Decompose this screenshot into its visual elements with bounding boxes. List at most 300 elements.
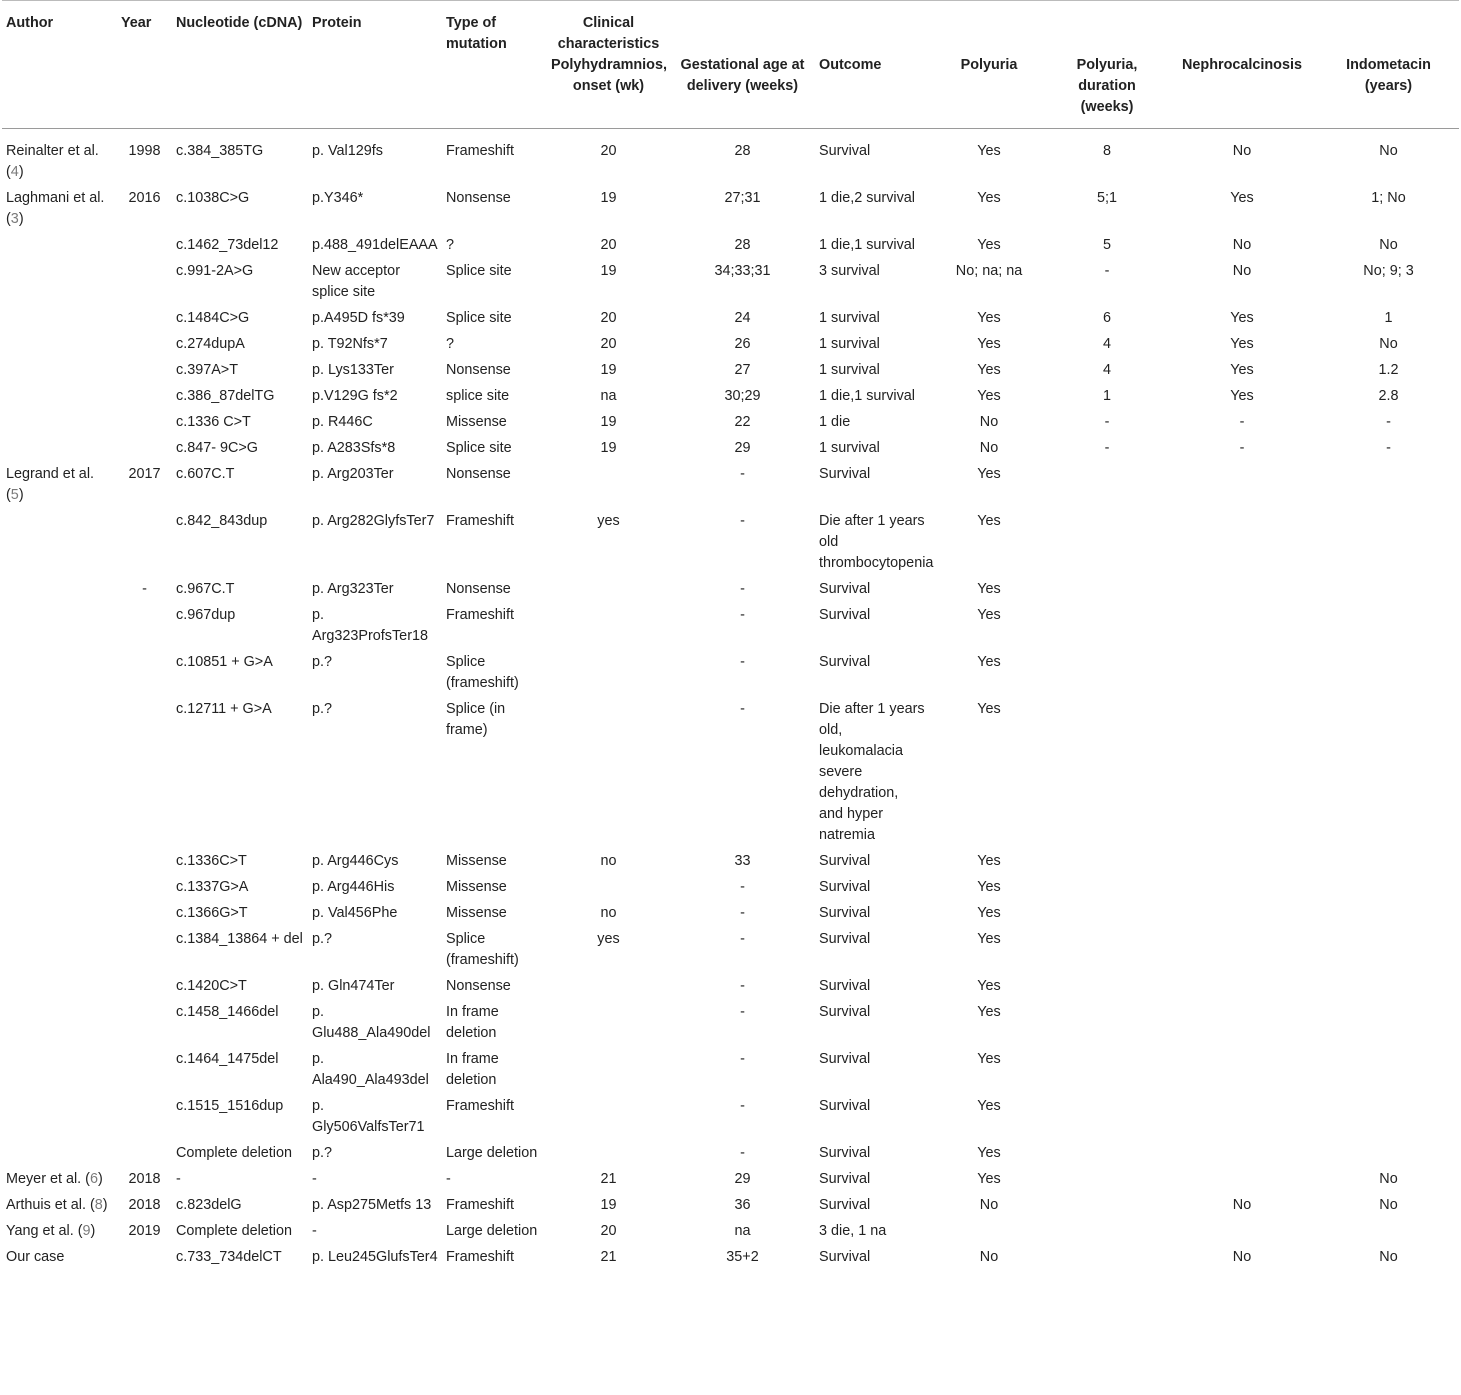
cell-protein: p. Arg446Cys — [312, 853, 399, 869]
cell-polyuria-duration — [1048, 927, 1166, 974]
table-row — [2, 332, 1459, 358]
cell-nucleotide: c.1464_1475del — [176, 1051, 279, 1067]
cell-mutation-type: ? — [446, 336, 455, 352]
cell-polyhydramnios-onset: 19 — [600, 263, 617, 279]
cell-nucleotide: c.733_734delCT — [176, 1249, 282, 1265]
cell-polyuria: Yes — [977, 1004, 1001, 1020]
cell-mutation-type: Nonsense — [446, 466, 511, 482]
cell-nucleotide: c.842_843dup — [176, 513, 268, 529]
reference-link[interactable]: 5 — [10, 487, 19, 503]
cell-mutation-type: Frameshift — [446, 1098, 514, 1114]
cell-polyhydramnios-onset — [547, 650, 670, 697]
cell-outcome: Survival — [819, 1051, 871, 1067]
cell-author — [2, 1047, 117, 1094]
cell-mutation-type: ? — [446, 237, 455, 253]
cell-nephrocalcinosis — [1166, 650, 1318, 697]
cell-nephrocalcinosis: Yes — [1230, 388, 1254, 404]
cell-year — [117, 650, 172, 697]
cell-mutation-type: Missense — [446, 905, 507, 921]
cell-polyhydramnios-onset: no — [600, 905, 617, 921]
cell-author — [2, 875, 117, 901]
cell-year: 2018 — [128, 1197, 161, 1213]
cell-polyuria: Yes — [977, 879, 1001, 895]
cell-nephrocalcinosis — [1166, 697, 1318, 849]
cell-polyhydramnios-onset — [547, 1094, 670, 1141]
cell-mutation-type: Splice site — [446, 263, 512, 279]
cell-polyuria: Yes — [977, 1051, 1001, 1067]
cell-polyuria: Yes — [977, 513, 1001, 529]
cell-nucleotide: c.1462_73del12 — [176, 237, 279, 253]
cell-protein: p. Leu245GlufsTer4 — [312, 1249, 438, 1265]
reference-link[interactable]: 3 — [10, 211, 19, 227]
cell-protein: - — [312, 1171, 317, 1187]
header-empty-1 — [670, 1, 815, 55]
cell-outcome: Survival — [819, 853, 871, 869]
cell-polyhydramnios-onset — [547, 577, 670, 603]
cell-nucleotide: c.967C.T — [176, 581, 235, 597]
cell-gestational-age: - — [740, 466, 745, 482]
reference-link[interactable]: 4 — [10, 164, 19, 180]
cell-gestational-age: - — [740, 978, 745, 994]
cell-gestational-age: - — [740, 879, 745, 895]
cell-indometacin: No — [1379, 143, 1398, 159]
cell-polyhydramnios-onset: 21 — [600, 1249, 617, 1265]
cell-protein: p. T92Nfs*7 — [312, 336, 388, 352]
cell-indometacin — [1318, 875, 1459, 901]
table-row — [2, 901, 1459, 927]
cell-author — [2, 1193, 117, 1219]
header-empty-5 — [1166, 1, 1318, 55]
cell-nephrocalcinosis — [1166, 462, 1318, 509]
cell-mutation-type: Large deletion — [446, 1223, 538, 1239]
table-header — [2, 1, 1459, 129]
cell-nephrocalcinosis — [1166, 1000, 1318, 1047]
cell-protein: p.A495D fs*39 — [312, 310, 405, 326]
cell-outcome: Survival — [819, 581, 871, 597]
cell-gestational-age: 27;31 — [724, 190, 761, 206]
cell-polyhydramnios-onset: na — [600, 388, 617, 404]
cell-gestational-age: 29 — [734, 440, 751, 456]
cell-protein: p. Arg446His — [312, 879, 395, 895]
cell-gestational-age: - — [740, 607, 745, 623]
author-name: Meyer et al. ( — [6, 1171, 90, 1187]
header-clinical: Clinical characteristics — [557, 15, 660, 52]
cell-protein: p. A283Sfs*8 — [312, 440, 396, 456]
cell-protein: p. Val129fs — [312, 143, 383, 159]
cell-mutation-type: In frame deletion — [446, 1004, 499, 1041]
cell-protein: p. Lys133Ter — [312, 362, 394, 378]
cell-author — [2, 1000, 117, 1047]
cell-polyhydramnios-onset: 20 — [600, 237, 617, 253]
cell-author — [2, 233, 117, 259]
table-body — [2, 129, 1459, 1272]
cell-outcome: Survival — [819, 1098, 871, 1114]
cell-outcome: Survival — [819, 1197, 871, 1213]
cell-outcome: Die after 1 years old, leukomalacia severe dehydration, and hyper natremia — [819, 701, 925, 843]
cell-nephrocalcinosis — [1166, 577, 1318, 603]
reference-link[interactable]: 9 — [82, 1223, 91, 1239]
cell-year: 2017 — [128, 466, 161, 482]
cell-polyuria-duration — [1048, 974, 1166, 1000]
cell-mutation-type: Frameshift — [446, 607, 514, 623]
cell-year — [117, 509, 172, 577]
cell-author — [2, 1094, 117, 1141]
cell-nucleotide: c.1384_13864 + del — [176, 931, 303, 947]
cell-nephrocalcinosis — [1166, 603, 1318, 650]
cell-author — [2, 901, 117, 927]
cell-polyuria-duration — [1048, 1193, 1166, 1219]
cell-polyuria: Yes — [977, 978, 1001, 994]
header-polyuria: Polyuria — [960, 57, 1018, 73]
table-row — [2, 129, 1459, 187]
table-row — [2, 233, 1459, 259]
cell-nephrocalcinosis: Yes — [1230, 190, 1254, 206]
cell-nucleotide: c.607C.T — [176, 466, 235, 482]
cell-polyuria-duration — [1048, 1167, 1166, 1193]
cell-polyuria-duration: 1 — [1102, 388, 1111, 404]
cell-year — [117, 259, 172, 306]
cell-author — [2, 306, 117, 332]
table-row — [2, 650, 1459, 697]
cell-year — [117, 875, 172, 901]
mutation-table — [2, 1, 1459, 1271]
cell-polyuria: Yes — [977, 237, 1001, 253]
header-indometacin: Indometacin (years) — [1346, 57, 1431, 94]
cell-protein: p.? — [312, 701, 333, 717]
header-author: Author — [6, 15, 54, 31]
header-mutation-type: Type of mutation — [446, 15, 507, 52]
cell-gestational-age: - — [740, 905, 745, 921]
cell-polyuria: Yes — [977, 607, 1001, 623]
reference-link[interactable]: 8 — [94, 1197, 103, 1213]
table-row — [2, 577, 1459, 603]
table-row — [2, 186, 1459, 233]
cell-polyhydramnios-onset: 19 — [600, 362, 617, 378]
author-name: Laghmani et al. ( — [6, 190, 105, 227]
cell-indometacin: 2.8 — [1378, 388, 1399, 404]
cell-nephrocalcinosis: Yes — [1230, 336, 1254, 352]
cell-polyuria: Yes — [977, 905, 1001, 921]
table-row — [2, 974, 1459, 1000]
cell-indometacin: - — [1386, 414, 1391, 430]
cell-polyhydramnios-onset: 19 — [600, 440, 617, 456]
cell-nucleotide: c.1336C>T — [176, 853, 247, 869]
reference-close-paren: ) — [98, 1171, 103, 1187]
cell-mutation-type: Nonsense — [446, 190, 511, 206]
cell-polyhydramnios-onset: 21 — [600, 1171, 617, 1187]
cell-polyuria: Yes — [977, 310, 1001, 326]
cell-nucleotide: Complete deletion — [176, 1145, 292, 1161]
cell-nephrocalcinosis — [1166, 1094, 1318, 1141]
cell-indometacin — [1318, 974, 1459, 1000]
cell-outcome: Survival — [819, 1004, 871, 1020]
cell-polyuria: Yes — [977, 1145, 1001, 1161]
cell-polyhydramnios-onset: 20 — [600, 310, 617, 326]
reference-close-paren: ) — [90, 1223, 96, 1239]
cell-indometacin — [1318, 849, 1459, 875]
cell-author — [2, 577, 117, 603]
cell-protein: p.Y346* — [312, 190, 364, 206]
table-row — [2, 410, 1459, 436]
cell-gestational-age: 36 — [734, 1197, 751, 1213]
cell-nucleotide: c.1366G>T — [176, 905, 248, 921]
cell-outcome: Survival — [819, 607, 871, 623]
cell-nucleotide: c.967dup — [176, 607, 236, 623]
cell-author — [2, 603, 117, 650]
cell-indometacin: No — [1379, 237, 1398, 253]
cell-protein: p. Asp275Metfs 13 — [312, 1197, 432, 1213]
cell-mutation-type: splice site — [446, 388, 510, 404]
cell-indometacin: 1; No — [1371, 190, 1406, 206]
cell-mutation-type: Frameshift — [446, 513, 514, 529]
cell-polyuria-duration: - — [1104, 414, 1110, 430]
cell-polyuria: Yes — [977, 143, 1001, 159]
cell-mutation-type: In frame deletion — [446, 1051, 499, 1088]
cell-polyuria: Yes — [977, 581, 1001, 597]
cell-nephrocalcinosis: No — [1232, 1197, 1252, 1213]
cell-outcome: 1 die,1 survival — [819, 388, 915, 404]
cell-polyhydramnios-onset — [547, 1047, 670, 1094]
cell-nephrocalcinosis: No — [1232, 1249, 1252, 1265]
header-empty-4 — [1048, 1, 1166, 55]
cell-indometacin — [1318, 1000, 1459, 1047]
cell-nucleotide: - — [176, 1171, 181, 1187]
cell-nucleotide: c.1420C>T — [176, 978, 247, 994]
table-row — [2, 875, 1459, 901]
cell-nephrocalcinosis: - — [1239, 414, 1245, 430]
cell-nephrocalcinosis: - — [1239, 440, 1245, 456]
cell-year — [117, 306, 172, 332]
cell-nucleotide: c.384_385TG — [176, 143, 264, 159]
cell-mutation-type: Splice (frameshift) — [446, 931, 519, 968]
cell-indometacin — [1318, 927, 1459, 974]
cell-mutation-type: Missense — [446, 414, 507, 430]
cell-nucleotide: c.823delG — [176, 1197, 242, 1213]
cell-polyuria-duration — [1048, 1141, 1166, 1167]
cell-year — [117, 332, 172, 358]
cell-year — [117, 1094, 172, 1141]
cell-author — [2, 849, 117, 875]
cell-polyuria: Yes — [977, 362, 1001, 378]
cell-nephrocalcinosis: Yes — [1230, 310, 1254, 326]
cell-outcome: Die after 1 years old thrombocytopenia — [819, 513, 934, 571]
cell-author — [2, 927, 117, 974]
cell-polyuria-duration — [1048, 650, 1166, 697]
cell-polyuria-duration — [1048, 1000, 1166, 1047]
reference-close-paren: ) — [18, 164, 24, 180]
table-row — [2, 1141, 1459, 1167]
header-empty-2 — [815, 1, 930, 55]
cell-protein: p. Arg282GlyfsTer7 — [312, 513, 435, 529]
cell-indometacin — [1318, 650, 1459, 697]
cell-polyuria: Yes — [977, 701, 1001, 717]
cell-year: 1998 — [128, 143, 161, 159]
cell-polyuria-duration — [1048, 1219, 1166, 1245]
header-outcome: Outcome — [819, 57, 882, 73]
cell-protein: p. Gly506ValfsTer71 — [312, 1098, 425, 1135]
cell-polyuria — [930, 1219, 1048, 1245]
cell-year — [117, 1141, 172, 1167]
cell-gestational-age: 28 — [734, 143, 751, 159]
header-empty-6 — [1318, 1, 1459, 55]
cell-polyhydramnios-onset: 20 — [600, 1223, 617, 1239]
cell-protein: p. R446C — [312, 414, 373, 430]
cell-mutation-type: Missense — [446, 853, 507, 869]
cell-indometacin: 1 — [1384, 310, 1393, 326]
cell-outcome: 1 die,2 survival — [819, 190, 915, 206]
cell-author — [2, 436, 117, 462]
cell-polyuria: Yes — [977, 853, 1001, 869]
table-row — [2, 1167, 1459, 1193]
reference-close-paren: ) — [102, 1197, 108, 1213]
table-row — [2, 1245, 1459, 1271]
cell-polyuria-duration — [1048, 875, 1166, 901]
cell-polyuria-duration — [1048, 1047, 1166, 1094]
cell-author — [2, 358, 117, 384]
cell-polyuria-duration — [1048, 509, 1166, 577]
cell-year — [117, 358, 172, 384]
cell-polyuria: Yes — [977, 388, 1001, 404]
table-row — [2, 384, 1459, 410]
cell-outcome: Survival — [819, 466, 871, 482]
cell-polyuria: No — [979, 414, 999, 430]
cell-polyuria-duration: 5;1 — [1096, 190, 1117, 206]
cell-mutation-type: Splice (frameshift) — [446, 654, 519, 691]
cell-year — [117, 697, 172, 849]
cell-polyuria: Yes — [977, 190, 1001, 206]
cell-nephrocalcinosis — [1166, 509, 1318, 577]
cell-protein: p.? — [312, 654, 333, 670]
cell-nucleotide: c.847- 9C>G — [176, 440, 258, 456]
cell-polyuria-duration: - — [1104, 440, 1110, 456]
cell-nephrocalcinosis — [1166, 927, 1318, 974]
table-row — [2, 306, 1459, 332]
cell-mutation-type: Frameshift — [446, 1249, 514, 1265]
cell-author — [2, 332, 117, 358]
cell-nephrocalcinosis — [1166, 1219, 1318, 1245]
cell-nucleotide: c.1515_1516dup — [176, 1098, 284, 1114]
cell-author — [2, 462, 117, 509]
cell-polyuria: No — [979, 1197, 999, 1213]
cell-protein: p. Arg323Ter — [312, 581, 394, 597]
reference-link[interactable]: 6 — [89, 1171, 98, 1187]
cell-gestational-age: 30;29 — [724, 388, 761, 404]
cell-polyuria: Yes — [977, 1098, 1001, 1114]
cell-polyuria-duration — [1048, 1094, 1166, 1141]
cell-gestational-age: - — [740, 931, 745, 947]
cell-polyuria: Yes — [977, 466, 1001, 482]
cell-indometacin: No; 9; 3 — [1363, 263, 1414, 279]
cell-indometacin — [1318, 697, 1459, 849]
table-row — [2, 509, 1459, 577]
cell-polyhydramnios-onset: yes — [597, 513, 620, 529]
cell-polyhydramnios-onset: no — [600, 853, 617, 869]
cell-nucleotide: c.12711 + G>A — [176, 701, 272, 717]
cell-outcome: Survival — [819, 1249, 871, 1265]
cell-year — [117, 1245, 172, 1271]
cell-nephrocalcinosis — [1166, 974, 1318, 1000]
cell-mutation-type: Frameshift — [446, 143, 514, 159]
cell-indometacin — [1318, 462, 1459, 509]
cell-year — [117, 603, 172, 650]
cell-nephrocalcinosis — [1166, 901, 1318, 927]
cell-nucleotide: c.397A>T — [176, 362, 238, 378]
cell-indometacin: No — [1379, 336, 1398, 352]
cell-mutation-type: Splice site — [446, 310, 512, 326]
cell-polyhydramnios-onset — [547, 875, 670, 901]
cell-gestational-age: 29 — [734, 1171, 751, 1187]
cell-nephrocalcinosis — [1166, 1167, 1318, 1193]
cell-mutation-type: - — [446, 1171, 451, 1187]
cell-mutation-type: Missense — [446, 879, 507, 895]
table-row — [2, 697, 1459, 849]
cell-polyuria-duration: 4 — [1102, 336, 1111, 352]
cell-year: 2019 — [128, 1223, 161, 1239]
cell-polyuria-duration — [1048, 697, 1166, 849]
cell-outcome: 1 die — [819, 414, 851, 430]
cell-author — [2, 974, 117, 1000]
cell-gestational-age: 22 — [734, 414, 751, 430]
author-name: Legrand et al. ( — [6, 466, 95, 503]
cell-indometacin: No — [1379, 1197, 1398, 1213]
cell-indometacin: 1.2 — [1378, 362, 1399, 378]
cell-mutation-type: Splice site — [446, 440, 512, 456]
cell-outcome: 3 survival — [819, 263, 880, 279]
cell-year — [117, 901, 172, 927]
cell-polyuria-duration: 4 — [1102, 362, 1111, 378]
cell-indometacin — [1318, 1047, 1459, 1094]
table-row — [2, 1047, 1459, 1094]
cell-polyuria: No — [979, 1249, 999, 1265]
cell-gestational-age: 24 — [734, 310, 751, 326]
cell-year: 2016 — [128, 190, 161, 206]
cell-gestational-age: - — [740, 654, 745, 670]
cell-nucleotide: c.1337G>A — [176, 879, 249, 895]
author-name: Yang et al. ( — [6, 1223, 83, 1239]
cell-protein: p. Val456Phe — [312, 905, 398, 921]
cell-protein: p.? — [312, 931, 333, 947]
cell-outcome: 1 survival — [819, 336, 880, 352]
cell-nucleotide: c.10851 + G>A — [176, 654, 273, 670]
author-name: Arthuis et al. ( — [6, 1197, 95, 1213]
cell-outcome: Survival — [819, 905, 871, 921]
cell-outcome: 1 survival — [819, 362, 880, 378]
cell-nucleotide: c.991-2A>G — [176, 263, 254, 279]
header-polyuria-duration: Polyuria, duration (weeks) — [1076, 57, 1138, 115]
header-polyhydramnios-onset: Polyhydramnios, onset (wk) — [551, 57, 667, 94]
cell-polyuria: No — [979, 440, 999, 456]
header-year: Year — [121, 15, 152, 31]
table-row — [2, 1193, 1459, 1219]
author-name: Reinalter et al. ( — [6, 143, 99, 180]
cell-year: 2018 — [128, 1171, 161, 1187]
cell-nephrocalcinosis: Yes — [1230, 362, 1254, 378]
cell-gestational-age: - — [740, 1145, 745, 1161]
cell-nucleotide: c.386_87delTG — [176, 388, 275, 404]
table-row — [2, 259, 1459, 306]
cell-gestational-age: 28 — [734, 237, 751, 253]
cell-protein: p. Arg203Ter — [312, 466, 394, 482]
cell-author — [2, 259, 117, 306]
reference-close-paren: ) — [18, 487, 24, 503]
cell-nucleotide: Complete deletion — [176, 1223, 292, 1239]
cell-indometacin — [1318, 901, 1459, 927]
cell-indometacin — [1318, 1219, 1459, 1245]
header-gestational-age: Gestational age at delivery (weeks) — [680, 57, 805, 94]
cell-protein: p. Glu488_Ala490del — [312, 1004, 431, 1041]
cell-polyhydramnios-onset: 20 — [600, 336, 617, 352]
cell-protein: p.488_491delEAAA — [312, 237, 438, 253]
